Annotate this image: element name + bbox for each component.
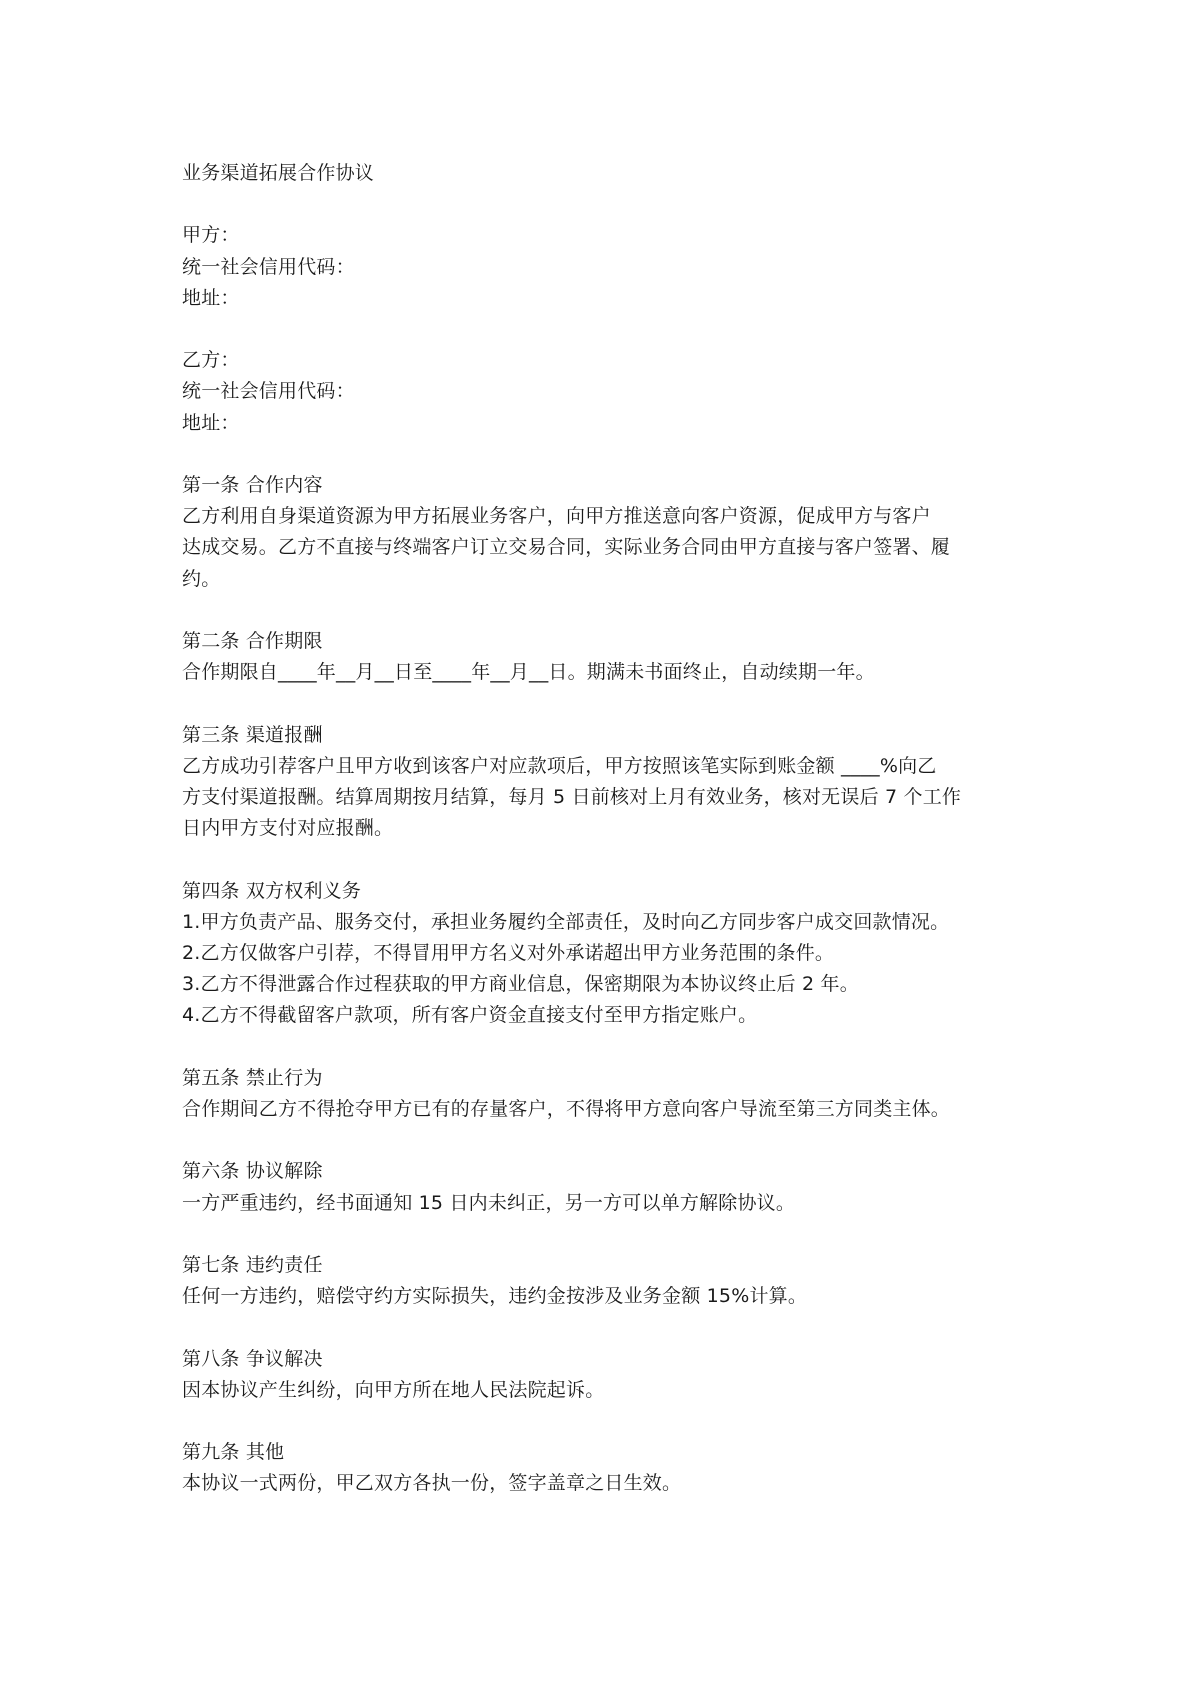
article-text-line: 方支付渠道报酬。结算周期按月结算，每月 5 日前核对上月有效业务，核对无误后 7 个工作 xyxy=(182,785,962,808)
spacer xyxy=(182,688,1022,719)
article-5-prohibited-conduct xyxy=(182,1063,1022,1125)
article-1-cooperation-content xyxy=(182,470,1022,595)
spacer xyxy=(182,1032,1022,1063)
article-heading: 第七条 违约责任 xyxy=(182,1253,323,1276)
spacer xyxy=(182,1219,1022,1250)
spacer xyxy=(182,314,1022,345)
article-heading: 第二条 合作期限 xyxy=(182,629,323,652)
article-text-line: 本协议一式两份，甲乙双方各执一份，签字盖章之日生效。 xyxy=(182,1472,682,1495)
article-7-liability xyxy=(182,1250,1022,1312)
article-8-dispute-resolution xyxy=(182,1344,1022,1406)
article-heading: 第九条 其他 xyxy=(182,1441,285,1464)
article-text-line: 因本协议产生纠纷，向甲方所在地人民法院起诉。 xyxy=(182,1378,605,1401)
article-heading: 第三条 渠道报酬 xyxy=(182,723,323,746)
spacer xyxy=(182,844,1022,875)
article-heading: 第八条 争议解决 xyxy=(182,1347,323,1370)
article-6-termination xyxy=(182,1156,1022,1218)
article-text-line: 日内甲方支付对应报酬。 xyxy=(182,817,394,840)
list-item: 4.乙方不得截留客户款项，所有客户资金直接支付至甲方指定账户。 xyxy=(182,1004,758,1027)
spacer xyxy=(182,595,1022,626)
list-item: 3.乙方不得泄露合作过程获取的甲方商业信息，保密期限为本协议终止后 2 年。 xyxy=(182,973,859,996)
article-4-rights-obligations xyxy=(182,876,1022,1032)
spacer xyxy=(182,1312,1022,1343)
list-item: 2.乙方仅做客户引荐，不得冒用甲方名义对外承诺超出甲方业务范围的条件。 xyxy=(182,941,835,964)
article-heading: 第六条 协议解除 xyxy=(182,1160,323,1183)
document-title: 业务渠道拓展合作协议 xyxy=(182,162,375,184)
contract-document xyxy=(182,158,1022,1500)
article-text-line: 一方严重违约，经书面通知 15 日内未纠正，另一方可以单方解除协议。 xyxy=(182,1191,796,1214)
article-3-channel-remuneration xyxy=(182,720,1022,845)
article-heading: 第五条 禁止行为 xyxy=(182,1066,323,1089)
spacer xyxy=(182,1125,1022,1156)
spacer xyxy=(182,439,1022,470)
article-text-line: 任何一方违约，赔偿守约方实际损失，违约金按涉及业务金额 15%计算。 xyxy=(182,1285,808,1308)
article-text-line: 达成交易。乙方不直接与终端客户订立交易合同，实际业务合同由甲方直接与客户签署、履 xyxy=(182,536,951,559)
article-heading: 第一条 合作内容 xyxy=(182,473,323,496)
article-text-line: 乙方利用自身渠道资源为甲方拓展业务客户，向甲方推送意向客户资源，促成甲方与客户 xyxy=(182,505,931,528)
list-item: 1.甲方负责产品、服务交付，承担业务履约全部责任，及时向乙方同步客户成交回款情况。 xyxy=(182,910,950,933)
party-a-block xyxy=(182,220,1022,314)
party-b-block xyxy=(182,345,1022,439)
article-text-line: 约。 xyxy=(182,567,221,590)
article-text-line: 乙方成功引荐客户且甲方收到该客户对应款项后，甲方按照该笔实际到账金额 ____%向乙 xyxy=(182,754,937,777)
party-b-credit-code-label: 统一社会信用代码： xyxy=(182,380,355,403)
party-b-name-label: 乙方： xyxy=(182,349,240,372)
article-2-cooperation-term xyxy=(182,626,1022,688)
article-text-line: 合作期限自____年__月__日至____年__月__日。期满未书面终止，自动续期一年。 xyxy=(182,661,875,684)
party-a-credit-code-label: 统一社会信用代码： xyxy=(182,255,355,278)
article-text-line: 合作期间乙方不得抢夺甲方已有的存量客户，不得将甲方意向客户导流至第三方同类主体。 xyxy=(182,1097,951,1120)
party-b-address-label: 地址： xyxy=(182,411,240,434)
party-a-address-label: 地址： xyxy=(182,286,240,309)
spacer xyxy=(182,189,1022,220)
article-heading: 第四条 双方权利义务 xyxy=(182,879,362,902)
party-a-name-label: 甲方： xyxy=(182,224,240,247)
spacer xyxy=(182,1406,1022,1437)
article-9-miscellaneous xyxy=(182,1437,1022,1499)
